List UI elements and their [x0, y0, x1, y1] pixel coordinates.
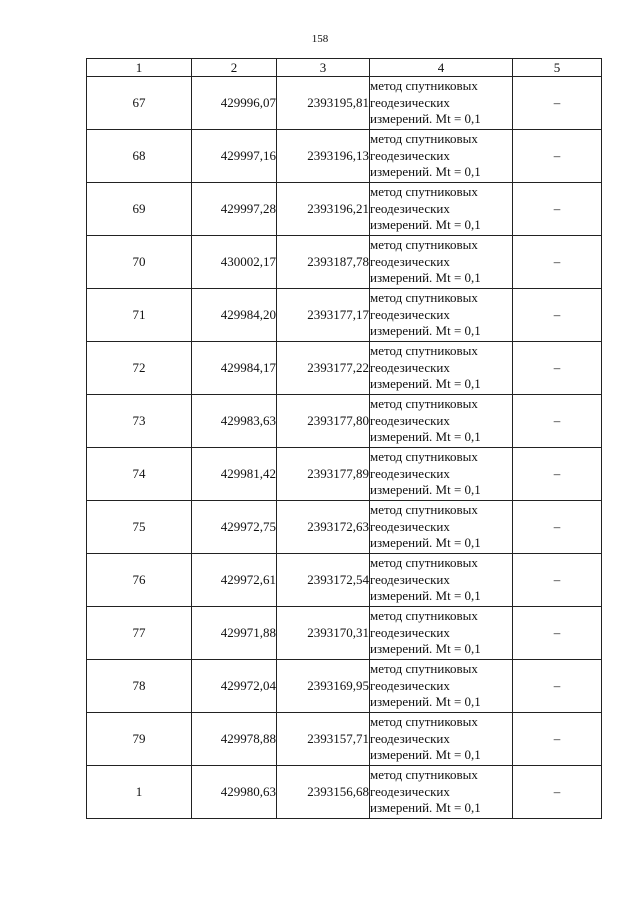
table-row: [87, 289, 602, 342]
point-number: 67: [87, 77, 192, 130]
coordinate-y: 2393169,95: [277, 660, 370, 713]
coordinate-x: 429997,16: [192, 130, 277, 183]
coordinate-y: 2393170,31: [277, 607, 370, 660]
coordinate-x: 429981,42: [192, 448, 277, 501]
coordinate-y: 2393196,21: [277, 183, 370, 236]
method-line: геодезических: [370, 571, 450, 587]
table-row: [87, 660, 602, 713]
method-line: метод спутниковых: [370, 555, 478, 571]
note-cell: –: [513, 448, 602, 501]
coordinate-y: 2393157,71: [277, 713, 370, 766]
table-row: [87, 342, 602, 395]
table-row: [87, 554, 602, 607]
coordinate-y: 2393195,81: [277, 77, 370, 130]
method-line: метод спутниковых: [370, 237, 478, 253]
table-row: [87, 607, 602, 660]
coordinate-y: 2393177,22: [277, 342, 370, 395]
table-row: [87, 713, 602, 766]
method-line: геодезических: [370, 306, 450, 322]
measurement-method: [370, 77, 513, 130]
coordinates-table: [86, 58, 602, 819]
note-cell: –: [513, 395, 602, 448]
method-line: метод спутниковых: [370, 767, 478, 783]
note-cell: –: [513, 236, 602, 289]
table-header-row: [87, 59, 602, 77]
method-line: геодезических: [370, 465, 450, 481]
method-line: измерений. Mt = 0,1: [370, 111, 481, 127]
point-number: 71: [87, 289, 192, 342]
method-line: геодезических: [370, 94, 450, 110]
point-number: 72: [87, 342, 192, 395]
measurement-method: [370, 289, 513, 342]
table-row: [87, 766, 602, 819]
method-line: геодезических: [370, 412, 450, 428]
coordinate-y: 2393172,54: [277, 554, 370, 607]
method-line: измерений. Mt = 0,1: [370, 535, 481, 551]
method-line: геодезических: [370, 147, 450, 163]
method-line: геодезических: [370, 783, 450, 799]
method-line: геодезических: [370, 730, 450, 746]
measurement-method: [370, 130, 513, 183]
point-number: 73: [87, 395, 192, 448]
table-body: [87, 77, 602, 819]
method-line: метод спутниковых: [370, 396, 478, 412]
coordinate-y: 2393177,80: [277, 395, 370, 448]
coordinate-y: 2393172,63: [277, 501, 370, 554]
coordinate-y: 2393177,89: [277, 448, 370, 501]
note-cell: –: [513, 766, 602, 819]
method-line: метод спутниковых: [370, 714, 478, 730]
note-cell: –: [513, 501, 602, 554]
method-line: измерений. Mt = 0,1: [370, 323, 481, 339]
point-number: 75: [87, 501, 192, 554]
coordinate-x: 429996,07: [192, 77, 277, 130]
method-line: измерений. Mt = 0,1: [370, 588, 481, 604]
header-col-4: 4: [370, 59, 513, 77]
measurement-method: [370, 236, 513, 289]
header-col-3: 3: [277, 59, 370, 77]
coordinate-x: 429972,75: [192, 501, 277, 554]
coordinate-x: 429978,88: [192, 713, 277, 766]
note-cell: –: [513, 607, 602, 660]
method-line: геодезических: [370, 677, 450, 693]
method-line: измерений. Mt = 0,1: [370, 217, 481, 233]
coordinate-x: 429972,04: [192, 660, 277, 713]
measurement-method: [370, 660, 513, 713]
method-line: метод спутниковых: [370, 502, 478, 518]
measurement-method: [370, 766, 513, 819]
measurement-method: [370, 713, 513, 766]
measurement-method: [370, 395, 513, 448]
coordinate-x: 430002,17: [192, 236, 277, 289]
method-line: метод спутниковых: [370, 343, 478, 359]
header-col-2: 2: [192, 59, 277, 77]
coordinate-y: 2393196,13: [277, 130, 370, 183]
note-cell: –: [513, 713, 602, 766]
point-number: 69: [87, 183, 192, 236]
method-line: геодезических: [370, 200, 450, 216]
method-line: измерений. Mt = 0,1: [370, 376, 481, 392]
table-row: [87, 448, 602, 501]
coordinate-x: 429972,61: [192, 554, 277, 607]
note-cell: –: [513, 183, 602, 236]
table-row: [87, 130, 602, 183]
method-line: измерений. Mt = 0,1: [370, 482, 481, 498]
coordinate-y: 2393177,17: [277, 289, 370, 342]
method-line: метод спутниковых: [370, 78, 478, 94]
coordinate-x: 429984,20: [192, 289, 277, 342]
method-line: геодезических: [370, 359, 450, 375]
method-line: метод спутниковых: [370, 290, 478, 306]
point-number: 68: [87, 130, 192, 183]
point-number: 70: [87, 236, 192, 289]
measurement-method: [370, 501, 513, 554]
measurement-method: [370, 342, 513, 395]
coordinate-x: 429980,63: [192, 766, 277, 819]
method-line: метод спутниковых: [370, 184, 478, 200]
table-row: [87, 183, 602, 236]
point-number: 77: [87, 607, 192, 660]
method-line: измерений. Mt = 0,1: [370, 164, 481, 180]
method-line: измерений. Mt = 0,1: [370, 800, 481, 816]
point-number: 76: [87, 554, 192, 607]
method-line: геодезических: [370, 624, 450, 640]
note-cell: –: [513, 554, 602, 607]
coordinate-x: 429984,17: [192, 342, 277, 395]
table-row: [87, 77, 602, 130]
page-number: 158: [311, 33, 329, 45]
table-row: [87, 501, 602, 554]
method-line: измерений. Mt = 0,1: [370, 747, 481, 763]
method-line: геодезических: [370, 253, 450, 269]
method-line: измерений. Mt = 0,1: [370, 641, 481, 657]
note-cell: –: [513, 342, 602, 395]
note-cell: –: [513, 289, 602, 342]
note-cell: –: [513, 77, 602, 130]
measurement-method: [370, 607, 513, 660]
coordinate-x: 429971,88: [192, 607, 277, 660]
method-line: измерений. Mt = 0,1: [370, 694, 481, 710]
method-line: метод спутниковых: [370, 661, 478, 677]
method-line: измерений. Mt = 0,1: [370, 270, 481, 286]
coordinate-y: 2393156,68: [277, 766, 370, 819]
coordinate-x: 429997,28: [192, 183, 277, 236]
method-line: измерений. Mt = 0,1: [370, 429, 481, 445]
coordinate-x: 429983,63: [192, 395, 277, 448]
note-cell: –: [513, 130, 602, 183]
point-number: 1: [87, 766, 192, 819]
measurement-method: [370, 448, 513, 501]
note-cell: –: [513, 660, 602, 713]
table-row: [87, 236, 602, 289]
point-number: 78: [87, 660, 192, 713]
header-col-5: 5: [513, 59, 602, 77]
point-number: 79: [87, 713, 192, 766]
measurement-method: [370, 554, 513, 607]
point-number: 74: [87, 448, 192, 501]
method-line: метод спутниковых: [370, 449, 478, 465]
coordinate-y: 2393187,78: [277, 236, 370, 289]
method-line: метод спутниковых: [370, 608, 478, 624]
method-line: геодезических: [370, 518, 450, 534]
header-col-1: 1: [87, 59, 192, 77]
method-line: метод спутниковых: [370, 131, 478, 147]
table-row: [87, 395, 602, 448]
measurement-method: [370, 183, 513, 236]
